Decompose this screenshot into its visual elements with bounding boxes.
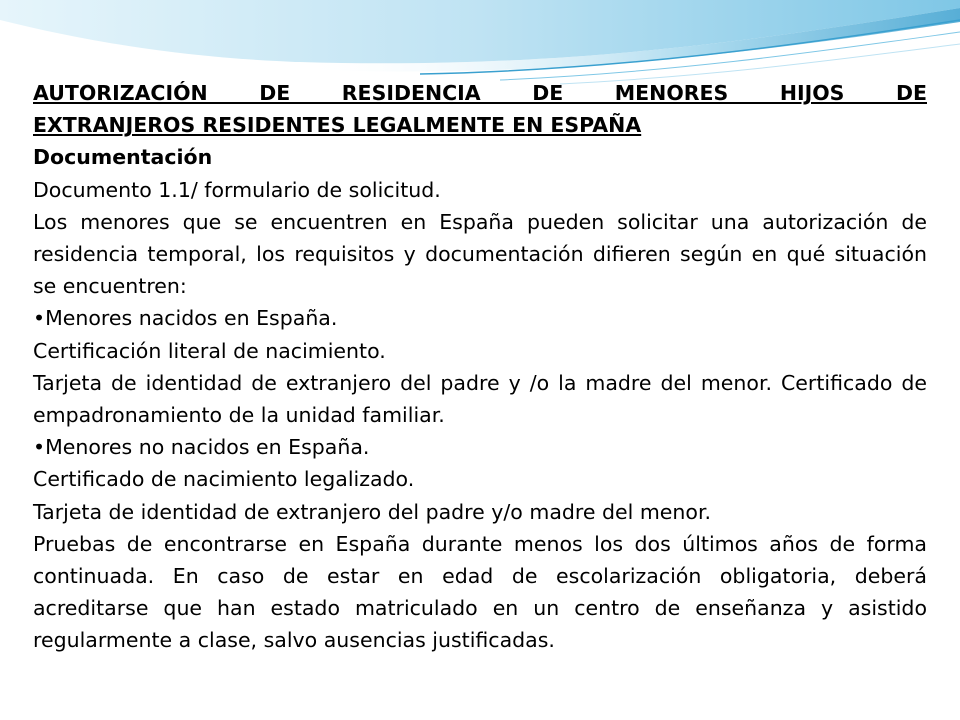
bullet-not-born-in-spain: •Menores no nacidos en España.: [33, 435, 370, 460]
slide-title-line-2: EXTRANJEROS RESIDENTES LEGALMENTE EN ESPAÑA: [33, 113, 642, 138]
slide-title-line-1: AUTORIZACIÓN DE RESIDENCIA DE MENORES HIJOS DE: [33, 81, 927, 105]
paragraph-intro: Los menores que se encuentren en España pueden solicitar una autorización de residencia temporal, los requisitos y documentación difieren según en qué situación se encuentren:: [33, 209, 927, 299]
paragraph-parent-id-card: Tarjeta de identidad de extranjero del padre y/o madre del menor.: [33, 499, 712, 524]
bullet-born-in-spain: •Menores nacidos en España.: [33, 306, 338, 331]
paragraph-proof-of-residence: Pruebas de encontrarse en España durante menos los dos últimos años de forma continuada. En caso de estar en edad de escolarización obligatoria, deberá acreditarse que han estado matriculado en un centro de enseñanza y asistido regularmente a clase, salvo ausencias justificadas.: [33, 531, 927, 653]
paragraph-birth-certificate: Certificación literal de nacimiento.: [33, 338, 386, 363]
paragraph-legalized-certificate: Certificado de nacimiento legalizado.: [33, 467, 415, 492]
paragraph-form: Documento 1.1/ formulario de solicitud.: [33, 177, 441, 202]
section-heading: Documentación: [33, 145, 213, 170]
slide-body: [33, 77, 927, 657]
slide-title: [33, 77, 927, 141]
paragraph-id-card-and-registration: Tarjeta de identidad de extranjero del padre y /o la madre del menor. Certificado de empadronamiento de la unidad familiar.: [33, 370, 927, 428]
